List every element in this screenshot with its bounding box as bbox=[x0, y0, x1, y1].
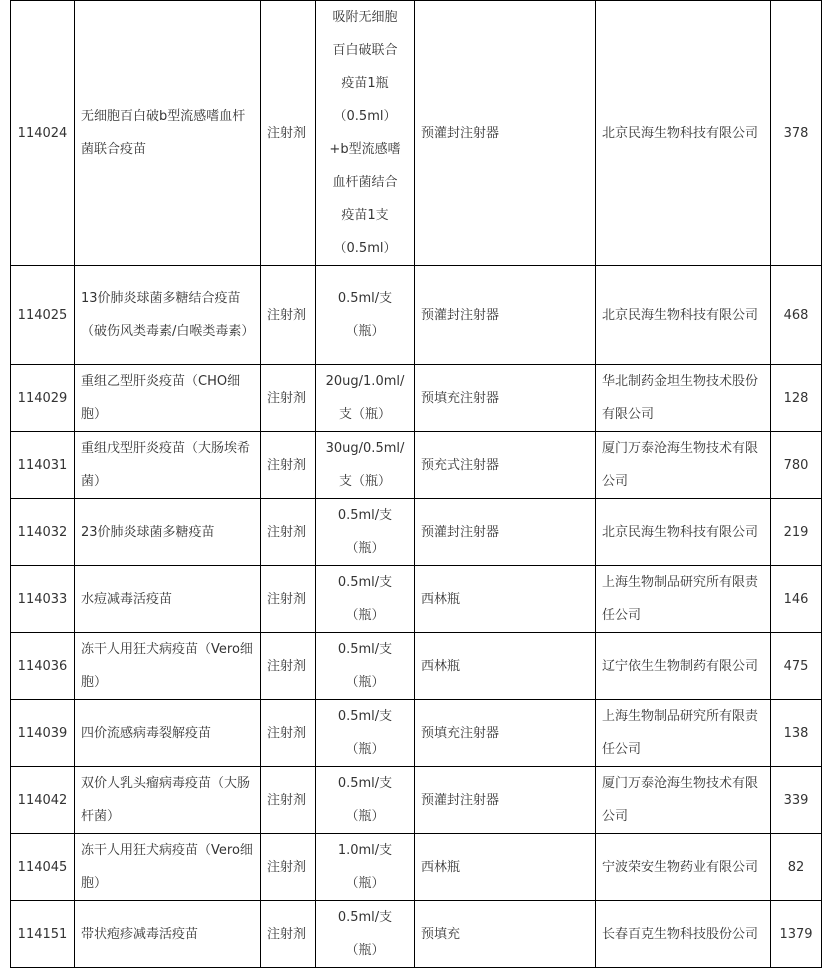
dosage-form-cell: 注射剂 bbox=[261, 432, 316, 499]
dosage-form-cell: 注射剂 bbox=[261, 1, 316, 266]
packaging-cell: 预填充注射器 bbox=[415, 700, 596, 767]
packaging-cell: 预灌封注射器 bbox=[415, 499, 596, 566]
quantity-cell: 339 bbox=[771, 767, 822, 834]
product-code-cell: 114039 bbox=[11, 700, 75, 767]
specification-cell bbox=[316, 901, 415, 968]
quantity-cell: 468 bbox=[771, 266, 822, 365]
specification-line: （瓶） bbox=[345, 876, 385, 891]
dosage-form-cell: 注射剂 bbox=[261, 767, 316, 834]
packaging-cell: 西林瓶 bbox=[415, 566, 596, 633]
specification-line: 疫苗1瓶 bbox=[341, 76, 389, 91]
dosage-form-cell: 注射剂 bbox=[261, 901, 316, 968]
specification-cell bbox=[316, 365, 415, 432]
specification-line: 0.5ml/支 bbox=[337, 776, 393, 791]
product-name-cell: 带状疱疹减毒活疫苗 bbox=[75, 901, 261, 968]
specification-line: （瓶） bbox=[345, 943, 385, 958]
dosage-form-cell: 注射剂 bbox=[261, 700, 316, 767]
manufacturer-cell: 北京民海生物科技有限公司 bbox=[596, 1, 771, 266]
manufacturer-cell: 上海生物制品研究所有限责任公司 bbox=[596, 700, 771, 767]
table-row bbox=[11, 499, 822, 566]
specification-line: （0.5ml） bbox=[333, 109, 397, 124]
product-name-cell: 水痘减毒活疫苗 bbox=[75, 566, 261, 633]
table-row bbox=[11, 266, 822, 365]
dosage-form-cell: 注射剂 bbox=[261, 834, 316, 901]
manufacturer-cell: 华北制药金坦生物技术股份有限公司 bbox=[596, 365, 771, 432]
product-code-cell: 114032 bbox=[11, 499, 75, 566]
table-row bbox=[11, 566, 822, 633]
table-row bbox=[11, 633, 822, 700]
specification-line: （瓶） bbox=[345, 742, 385, 757]
quantity-cell: 219 bbox=[771, 499, 822, 566]
dosage-form-cell: 注射剂 bbox=[261, 365, 316, 432]
packaging-cell: 预充式注射器 bbox=[415, 432, 596, 499]
product-name-cell: 无细胞百白破b型流感嗜血杆菌联合疫苗 bbox=[75, 1, 261, 266]
specification-line: （瓶） bbox=[345, 324, 385, 339]
product-name-cell: 冻干人用狂犬病疫苗（Vero细胞） bbox=[75, 834, 261, 901]
specification-line: +b型流感嗜 bbox=[329, 142, 401, 157]
product-code-cell: 114029 bbox=[11, 365, 75, 432]
specification-cell bbox=[316, 566, 415, 633]
specification-cell bbox=[316, 266, 415, 365]
manufacturer-cell: 厦门万泰沧海生物技术有限公司 bbox=[596, 767, 771, 834]
vaccine-table bbox=[10, 0, 822, 968]
manufacturer-cell: 北京民海生物科技有限公司 bbox=[596, 266, 771, 365]
quantity-cell: 138 bbox=[771, 700, 822, 767]
product-name-cell: 双价人乳头瘤病毒疫苗（大肠杆菌） bbox=[75, 767, 261, 834]
specification-cell bbox=[316, 499, 415, 566]
quantity-cell: 1379 bbox=[771, 901, 822, 968]
specification-line: 0.5ml/支 bbox=[337, 291, 393, 306]
quantity-cell: 780 bbox=[771, 432, 822, 499]
specification-line: （0.5ml） bbox=[333, 241, 397, 256]
specification-cell bbox=[316, 1, 415, 266]
table-row bbox=[11, 432, 822, 499]
specification-line: （瓶） bbox=[345, 541, 385, 556]
manufacturer-cell: 厦门万泰沧海生物技术有限公司 bbox=[596, 432, 771, 499]
product-code-cell: 114031 bbox=[11, 432, 75, 499]
table-row bbox=[11, 767, 822, 834]
product-name-cell: 13价肺炎球菌多糖结合疫苗（破伤风类毒素/白喉类毒素） bbox=[75, 266, 261, 365]
dosage-form-cell: 注射剂 bbox=[261, 266, 316, 365]
packaging-cell: 预填充注射器 bbox=[415, 365, 596, 432]
specification-line: 30ug/0.5ml/ bbox=[325, 441, 405, 456]
specification-cell bbox=[316, 767, 415, 834]
quantity-cell: 378 bbox=[771, 1, 822, 266]
manufacturer-cell: 长春百克生物科技股份公司 bbox=[596, 901, 771, 968]
specification-line: 0.5ml/支 bbox=[337, 910, 393, 925]
manufacturer-cell: 上海生物制品研究所有限责任公司 bbox=[596, 566, 771, 633]
specification-cell bbox=[316, 432, 415, 499]
packaging-cell: 预填充 bbox=[415, 901, 596, 968]
quantity-cell: 146 bbox=[771, 566, 822, 633]
quantity-cell: 128 bbox=[771, 365, 822, 432]
specification-line: 1.0ml/支 bbox=[337, 843, 393, 858]
dosage-form-cell: 注射剂 bbox=[261, 633, 316, 700]
product-name-cell: 23价肺炎球菌多糖疫苗 bbox=[75, 499, 261, 566]
specification-line: 0.5ml/支 bbox=[337, 709, 393, 724]
product-code-cell: 114024 bbox=[11, 1, 75, 266]
specification-line: 血杆菌结合 bbox=[332, 175, 398, 190]
table-row bbox=[11, 834, 822, 901]
dosage-form-cell: 注射剂 bbox=[261, 499, 316, 566]
product-code-cell: 114033 bbox=[11, 566, 75, 633]
specification-line: 吸附无细胞 bbox=[332, 10, 398, 25]
specification-line: 0.5ml/支 bbox=[337, 575, 393, 590]
product-name-cell: 冻干人用狂犬病疫苗（Vero细胞） bbox=[75, 633, 261, 700]
table-row bbox=[11, 365, 822, 432]
quantity-cell: 475 bbox=[771, 633, 822, 700]
packaging-cell: 预灌封注射器 bbox=[415, 1, 596, 266]
product-code-cell: 114045 bbox=[11, 834, 75, 901]
specification-line: （瓶） bbox=[345, 809, 385, 824]
product-name-cell: 四价流感病毒裂解疫苗 bbox=[75, 700, 261, 767]
dosage-form-cell: 注射剂 bbox=[261, 566, 316, 633]
product-code-cell: 114042 bbox=[11, 767, 75, 834]
table-row bbox=[11, 700, 822, 767]
packaging-cell: 预灌封注射器 bbox=[415, 266, 596, 365]
table-row bbox=[11, 1, 822, 266]
specification-line: 疫苗1支 bbox=[341, 208, 389, 223]
manufacturer-cell: 宁波荣安生物药业有限公司 bbox=[596, 834, 771, 901]
packaging-cell: 预灌封注射器 bbox=[415, 767, 596, 834]
specification-line: 0.5ml/支 bbox=[337, 642, 393, 657]
quantity-cell: 82 bbox=[771, 834, 822, 901]
manufacturer-cell: 辽宁依生生物制药有限公司 bbox=[596, 633, 771, 700]
table-row bbox=[11, 901, 822, 968]
product-code-cell: 114036 bbox=[11, 633, 75, 700]
specification-line: 20ug/1.0ml/ bbox=[325, 374, 405, 389]
specification-cell bbox=[316, 834, 415, 901]
packaging-cell: 西林瓶 bbox=[415, 633, 596, 700]
product-code-cell: 114025 bbox=[11, 266, 75, 365]
product-name-cell: 重组戊型肝炎疫苗（大肠埃希菌） bbox=[75, 432, 261, 499]
product-name-cell: 重组乙型肝炎疫苗（CHO细胞） bbox=[75, 365, 261, 432]
specification-line: 百白破联合 bbox=[332, 43, 398, 58]
table-body bbox=[11, 1, 822, 968]
specification-line: 支（瓶） bbox=[338, 407, 391, 422]
packaging-cell: 西林瓶 bbox=[415, 834, 596, 901]
specification-line: 支（瓶） bbox=[338, 474, 391, 489]
manufacturer-cell: 北京民海生物科技有限公司 bbox=[596, 499, 771, 566]
specification-cell bbox=[316, 700, 415, 767]
specification-line: 0.5ml/支 bbox=[337, 508, 393, 523]
product-code-cell: 114151 bbox=[11, 901, 75, 968]
specification-line: （瓶） bbox=[345, 675, 385, 690]
specification-line: （瓶） bbox=[345, 608, 385, 623]
specification-cell bbox=[316, 633, 415, 700]
